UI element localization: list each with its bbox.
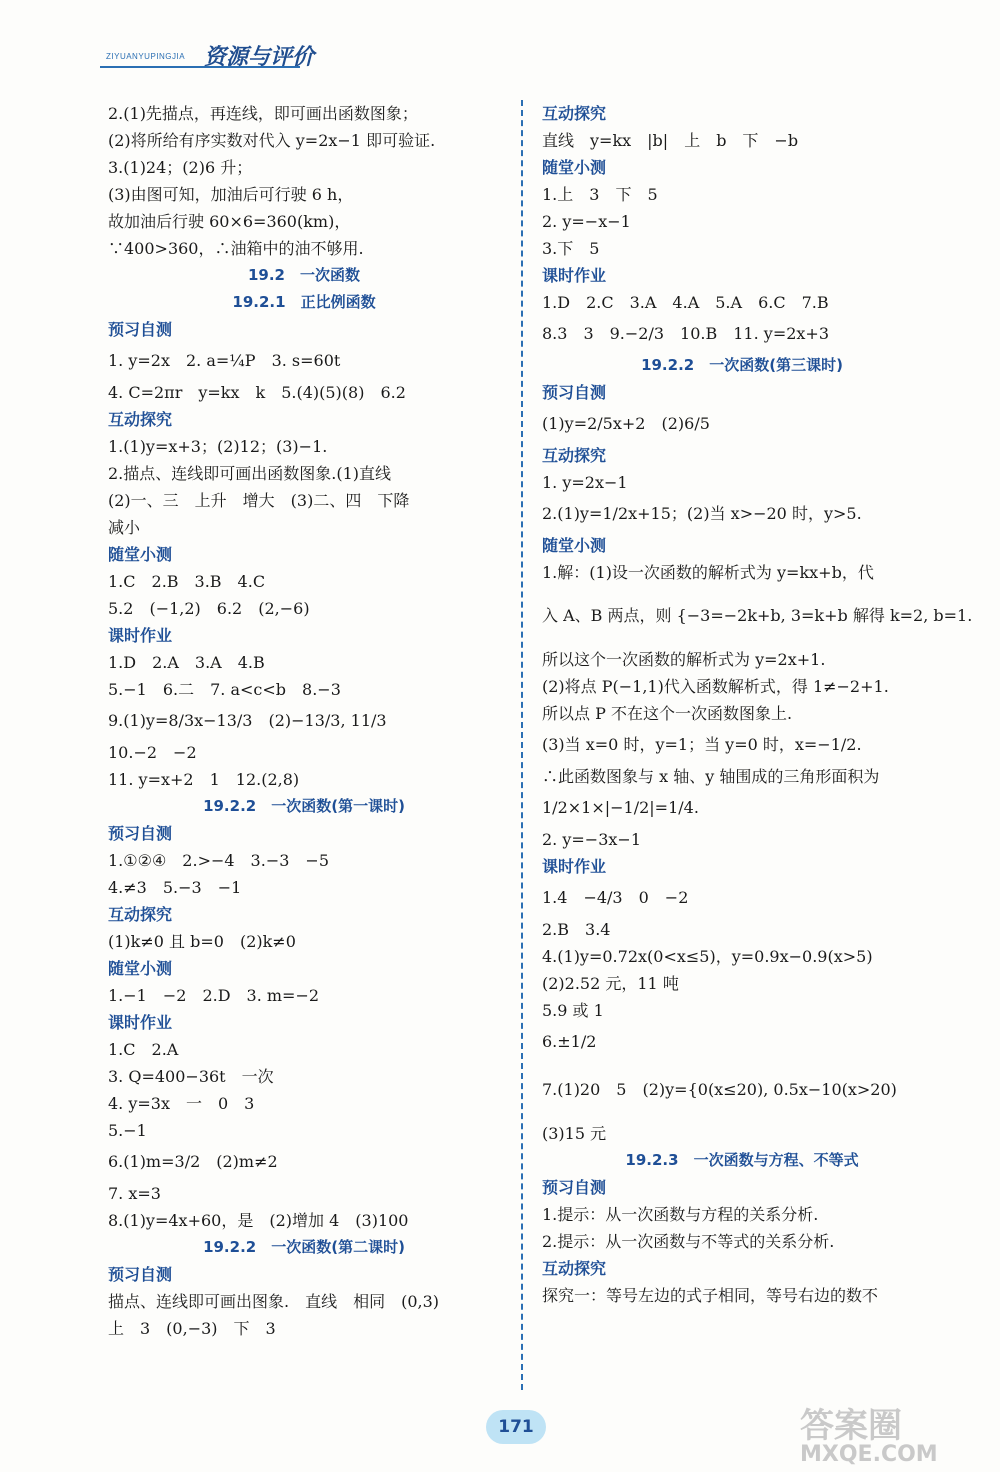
answer-line: (2)将所给有序实数对代入 y=2x−1 即可验证. [108, 131, 436, 150]
answer-line: 2. y=−3x−1 [542, 830, 641, 849]
page-number: 171 [486, 1410, 546, 1444]
answer-line: ∴此函数图象与 x 轴、y 轴围成的三角形面积为 [542, 767, 880, 786]
answer-line: 2.提示：从一次函数与不等式的关系分析. [542, 1232, 835, 1251]
answer-line: 2.(1)先描点，再连线，即可画出函数图象； [108, 104, 418, 123]
answer-line: 1. y=2x 2. a=¼P 3. s=60t [108, 351, 341, 370]
book-header [100, 38, 360, 78]
answer-line: 1/2×1×|−1/2|=1/4. [542, 798, 699, 817]
watermark-url: MXQE.COM [800, 1442, 938, 1467]
section-heading: 随堂小测 [108, 959, 173, 978]
answer-line: ∵400>360，∴油箱中的油不够用. [108, 239, 364, 258]
answer-line: (1)y=2/5x+2 (2)6/5 [542, 414, 710, 433]
answer-line: 3.下 5 [542, 239, 600, 258]
lesson-title: 19.2.3 一次函数与方程、不等式 [625, 1151, 859, 1169]
answer-line: 2.描点、连线即可画出函数图象.(1)直线 [108, 464, 392, 483]
answer-line: 10.−2 −2 [108, 743, 197, 762]
section-heading: 课时作业 [542, 266, 607, 285]
answer-line: 探究一：等号左边的式子相同，等号右边的数不 [542, 1286, 879, 1305]
answer-line: 5.2 (−1,2) 6.2 (2,−6) [108, 599, 310, 618]
answer-line: 直线 y=kx |b| 上 b 下 −b [542, 131, 799, 150]
lesson-title: 19.2.1 正比例函数 [232, 293, 376, 311]
answer-line: (2)2.52 元，11 吨 [542, 974, 679, 993]
answer-line: (1)k≠0 且 b=0 (2)k≠0 [108, 932, 296, 951]
answer-line: 4.≠3 5.−3 −1 [108, 878, 242, 897]
answer-line: 3.(1)24；(2)6 升； [108, 158, 253, 177]
section-heading: 随堂小测 [542, 158, 607, 177]
answer-line: 7. x=3 [108, 1184, 161, 1203]
answer-line: 减小 [108, 518, 141, 537]
section-heading: 课时作业 [108, 626, 173, 645]
answer-line: 8.(1)y=4x+60，是 (2)增加 4 (3)100 [108, 1211, 409, 1230]
answer-line: 4. C=2πr y=kx k 5.(4)(5)(8) 6.2 [108, 383, 406, 402]
watermark-logo: 答案圈 [800, 1406, 902, 1446]
lesson-title: 19.2 一次函数 [247, 266, 360, 284]
answer-line: 1.4 −4/3 0 −2 [542, 888, 689, 907]
answer-line: 1.解：(1)设一次函数的解析式为 y=kx+b，代 [542, 563, 874, 582]
section-heading: 互动探究 [108, 410, 173, 429]
answer-line: 描点、连线即可画出图象. 直线 相同 (0,3) [108, 1292, 440, 1311]
answer-line: 所以点 P 不在这个一次函数图象上. [542, 704, 793, 723]
lesson-title: 19.2.2 一次函数(第二课时) [203, 1238, 405, 1256]
answer-line: 故加油后行驶 60×6=360(km)， [108, 212, 351, 231]
section-heading: 预习自测 [108, 320, 173, 339]
answer-line: (3)由图可知，加油后可行驶 6 h， [108, 185, 354, 204]
answer-line: (3)15 元 [542, 1124, 607, 1143]
section-heading: 互动探究 [108, 905, 173, 924]
answer-line: 1.D 2.C 3.A 4.A 5.A 6.C 7.B [542, 293, 829, 312]
answer-line: 5.9 或 1 [542, 1001, 604, 1020]
answer-line: 4. y=3x 一 0 3 [108, 1094, 255, 1113]
answer-line: 1.C 2.B 3.B 4.C [108, 572, 266, 591]
watermark [800, 1398, 938, 1467]
answer-line: 6.±1/2 [542, 1032, 597, 1051]
left-column [108, 100, 500, 1342]
section-heading: 预习自测 [542, 383, 607, 402]
answer-line: 8.3 3 9.−2/3 10.B 11. y=2x+3 [542, 324, 830, 343]
answer-line: 7.(1)20 5 (2)y={0(x≤20), 0.5x−10(x>20) [542, 1080, 897, 1099]
section-heading: 随堂小测 [108, 545, 173, 564]
answer-line: 2.(1)y=1/2x+15；(2)当 x>−20 时，y>5. [542, 504, 862, 523]
answer-line: (3)当 x=0 时，y=1；当 y=0 时，x=−1/2. [542, 735, 862, 754]
section-heading: 随堂小测 [542, 536, 607, 555]
answer-line: 1.上 3 下 5 [542, 185, 658, 204]
answer-line: 2.B 3.4 [542, 920, 611, 939]
answer-line: 1.−1 −2 2.D 3. m=−2 [108, 986, 320, 1005]
section-heading: 课时作业 [108, 1013, 173, 1032]
answer-line: 4.(1)y=0.72x(0<x≤5)，y=0.9x−0.9(x>5) [542, 947, 873, 966]
section-heading: 预习自测 [108, 824, 173, 843]
answer-line: 上 3 (0,−3) 下 3 [108, 1319, 276, 1338]
answer-line: 入 A、B 两点，则 {−3=−2k+b, 3=k+b 解得 k=2, b=1. [542, 606, 973, 625]
answer-line: 1.提示：从一次函数与方程的关系分析. [542, 1205, 819, 1224]
section-heading: 预习自测 [108, 1265, 173, 1284]
answer-line: 1.D 2.A 3.A 4.B [108, 653, 265, 672]
answer-line: (2)将点 P(−1,1)代入函数解析式，得 1≠−2+1. [542, 677, 889, 696]
header-subtitle: ZIYUANYUPINGJIA [106, 52, 186, 61]
lesson-title: 19.2.2 一次函数(第一课时) [203, 797, 405, 815]
answer-line: 2. y=−x−1 [542, 212, 631, 231]
answer-line: 1. y=2x−1 [542, 473, 628, 492]
answer-line: 9.(1)y=8/3x−13/3 (2)−13/3, 11/3 [108, 711, 387, 730]
answer-line: 3. Q=400−36t 一次 [108, 1067, 274, 1086]
answer-line: 5.−1 6.二 7. a<c<b 8.−3 [108, 680, 341, 699]
answer-line: 1.C 2.A [108, 1040, 179, 1059]
header-title: 资源与评价 [204, 45, 315, 70]
answer-line: 5.−1 [108, 1121, 147, 1140]
answer-line: 1.①②④ 2.>−4 3.−3 −5 [108, 851, 329, 870]
section-heading: 互动探究 [542, 104, 607, 123]
right-column [542, 100, 973, 1309]
section-heading: 互动探究 [542, 446, 607, 465]
section-heading: 课时作业 [542, 857, 607, 876]
lesson-title: 19.2.2 一次函数(第三课时) [641, 356, 843, 374]
section-heading: 预习自测 [542, 1178, 607, 1197]
answer-line: 1.(1)y=x+3；(2)12；(3)−1. [108, 437, 328, 456]
column-divider [521, 100, 523, 1390]
section-heading: 互动探究 [542, 1259, 607, 1278]
answer-line: 6.(1)m=3/2 (2)m≠2 [108, 1152, 278, 1171]
answer-line: (2)一、三 上升 增大 (3)二、四 下降 [108, 491, 410, 510]
answer-line: 11. y=x+2 1 12.(2,8) [108, 770, 300, 789]
answer-line: 所以这个一次函数的解析式为 y=2x+1. [542, 650, 826, 669]
